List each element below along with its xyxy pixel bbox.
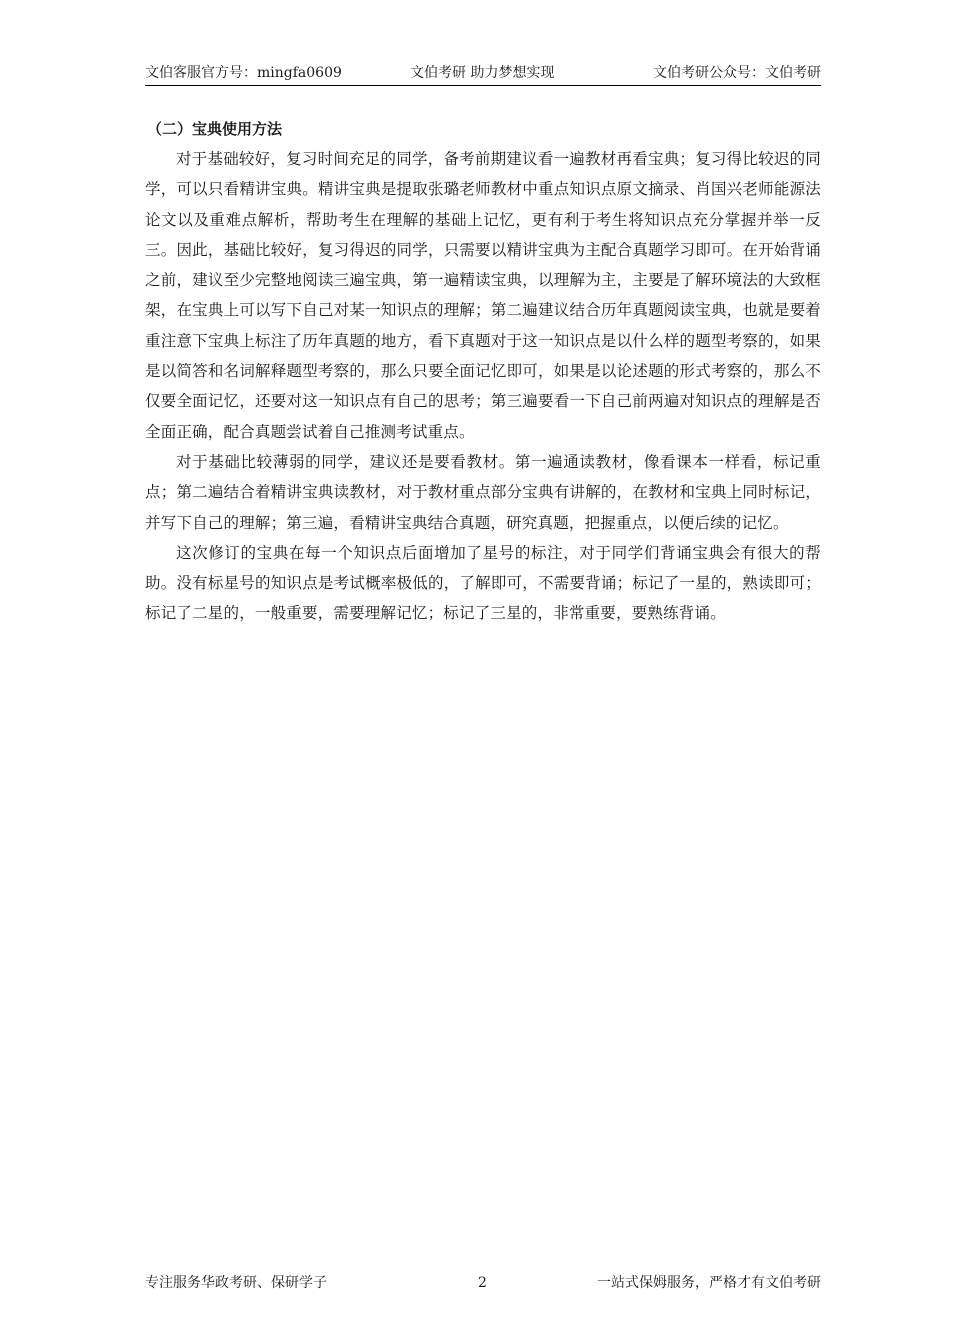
page-number: 2 [478, 1275, 487, 1291]
footer-left-text: 专注服务华政考研、保研学子 [145, 1275, 327, 1291]
paragraph-weak-foundation: 对于基础比较薄弱的同学，建议还是要看教材。第一遍通读教材，像看课本一样看，标记重点；第二遍结合着精讲宝典读教材，对于教材重点部分宝典有讲解的，在教材和宝典上同时标记，并写下自己的理解；第三遍，看精讲宝典结合真题，研究真题，把握重点，以便后续的记忆。 [145, 452, 821, 532]
header-right-text: 文伯考研公众号：文伯考研 [653, 65, 821, 81]
page-footer [145, 1273, 821, 1293]
paragraph-star-marking: 这次修订的宝典在每一个知识点后面增加了星号的标注，对于同学们背诵宝典会有很大的帮助。没有标星号的知识点是考试概率极低的，了解即可，不需要背诵；标记了一星的，熟读即可；标记了二星的，一般重要，需要理解记忆；标记了三星的，非常重要，要熟练背诵。 [145, 543, 821, 623]
footer-right-text: 一站式保姆服务，严格才有文伯考研 [597, 1275, 821, 1291]
paragraph-strong-foundation: 对于基础较好，复习时间充足的同学，备考前期建议看一遍教材再看宝典；复习得比较迟的同学，可以只看精讲宝典。精讲宝典是提取张璐老师教材中重点知识点原文摘录、肖国兴老师能源法论文以及重难点解析，帮助考生在理解的基础上记忆，更有利于考生将知识点充分掌握并举一反三。因此，基础比较好，复习得迟的同学，只需要以精讲宝典为主配合真题学习即可。在开始背诵之前，建议至少完整地阅读三遍宝典，第一遍精读宝典，以理解为主，主要是了解环境法的大致框架，在宝典上可以写下自己对某一知识点的理解；第二遍建议结合历年真题阅读宝典，也就是要着重注意下宝典上标注了历年真题的地方，看下真题对于这一知识点是以什么样的题型考察的，如果是以简答和名词解释题型考察的，那么只要全面记忆即可，如果是以论述题的形式考察的，那么不仅要全面记忆，还要对这一知识点有自己的思考；第三遍要看一下自己前两遍对知识点的理解是否全面正确，配合真题尝试着自己推测考试重点。 [145, 150, 821, 441]
page-header [145, 63, 821, 86]
section-title: （二）宝典使用方法 [147, 120, 283, 138]
header-center-text: 文伯考研 助力梦想实现 [410, 65, 555, 81]
header-left-text: 文伯客服官方号：mingfa0609 [145, 65, 342, 81]
page-content [145, 114, 821, 629]
